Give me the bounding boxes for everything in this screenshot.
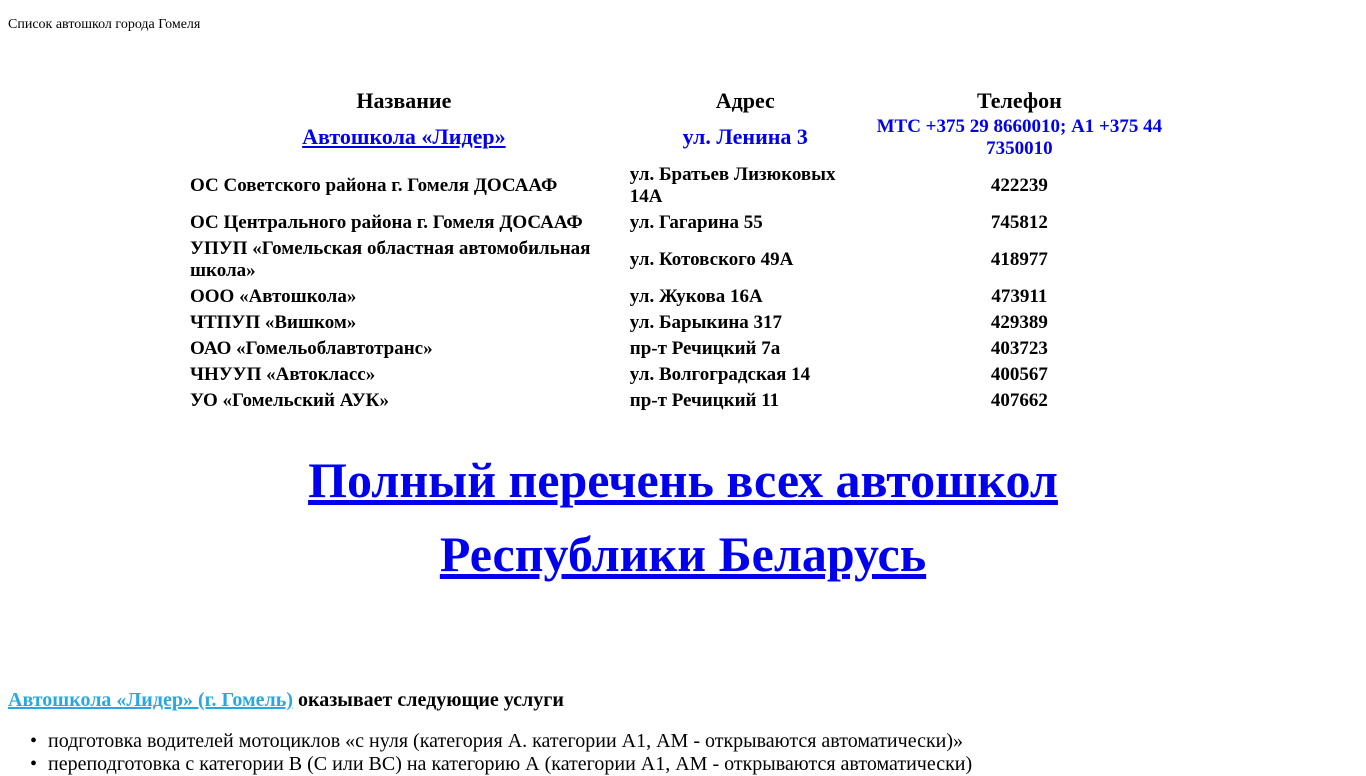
services-heading-text: оказывает следующие услуги bbox=[292, 689, 564, 711]
table-row bbox=[185, 285, 1171, 309]
driving-schools-table bbox=[183, 87, 1173, 415]
school-address: ул. Братьев Лизюковых 14А bbox=[629, 164, 836, 207]
column-header-address: Адрес bbox=[715, 88, 775, 113]
school-address: ул. Жукова 16А bbox=[629, 286, 763, 307]
featured-school-row bbox=[185, 115, 1171, 161]
list-item bbox=[30, 753, 973, 776]
school-phone: 418977 bbox=[990, 249, 1048, 270]
school-name: УПУП «Гомельская областная автомобильная школа» bbox=[190, 238, 591, 281]
services-heading bbox=[8, 688, 564, 712]
featured-school-phone-cell bbox=[868, 115, 1171, 161]
page-title: Список автошкол города Гомеля bbox=[8, 17, 201, 32]
featured-school-phone-line1: МТС +375 29 8660010; А1 +375 44 bbox=[876, 116, 1163, 137]
school-name: ОАО «Гомельоблавтотранс» bbox=[190, 338, 433, 359]
bullet-icon: • bbox=[30, 753, 38, 775]
table-row bbox=[185, 363, 1171, 387]
featured-school-address-cell bbox=[625, 115, 866, 161]
school-phone: 473911 bbox=[991, 286, 1048, 307]
bullet-icon: • bbox=[30, 730, 38, 752]
school-phone: 422239 bbox=[990, 175, 1048, 196]
table-row bbox=[185, 389, 1171, 413]
school-phone: 403723 bbox=[990, 338, 1048, 359]
school-name: ЧТПУП «Вишком» bbox=[190, 312, 357, 333]
school-address: ул. Котовского 49А bbox=[629, 249, 794, 270]
school-name: ОС Центрального района г. Гомеля ДОСААФ bbox=[190, 212, 583, 233]
school-name: ОС Советского района г. Гомеля ДОСААФ bbox=[190, 175, 558, 196]
table-row bbox=[185, 211, 1171, 235]
school-address: ул. Барыкина 317 bbox=[629, 312, 783, 333]
featured-school-address: ул. Ленина 3 bbox=[682, 124, 808, 149]
services-list bbox=[30, 730, 973, 776]
full-list-link-line2[interactable]: Республики Беларусь bbox=[439, 526, 927, 582]
school-name: ЧНУУП «Автокласс» bbox=[190, 364, 376, 385]
school-address: ул. Волгоградская 14 bbox=[629, 364, 811, 385]
table-row bbox=[185, 311, 1171, 335]
table-row bbox=[185, 337, 1171, 361]
school-phone: 400567 bbox=[990, 364, 1048, 385]
featured-school-phone bbox=[877, 116, 1163, 160]
full-list-link-line1[interactable]: Полный перечень всех автошкол bbox=[308, 452, 1058, 508]
service-text: переподготовка с категории В (С или ВС) на категорию А (категории А1, АМ - открываются автоматически) bbox=[48, 753, 973, 775]
column-header-phone: Телефон bbox=[976, 88, 1062, 113]
featured-school-phone-line2: 7350010 bbox=[986, 138, 1053, 159]
full-list-link-line1-container bbox=[0, 450, 1366, 510]
table-row bbox=[185, 237, 1171, 283]
services-school-link[interactable]: Автошкола «Лидер» (г. Гомель) bbox=[8, 689, 293, 711]
column-header-name: Название bbox=[356, 88, 452, 113]
full-list-link-line2-container bbox=[0, 524, 1366, 584]
school-address: пр-т Речицкий 11 bbox=[629, 390, 780, 411]
table-header-row bbox=[185, 89, 1171, 113]
featured-school-name-cell bbox=[185, 115, 623, 161]
school-address: пр-т Речицкий 7а bbox=[629, 338, 781, 359]
featured-school-link[interactable]: Автошкола «Лидер» bbox=[302, 124, 506, 149]
school-phone: 745812 bbox=[990, 212, 1048, 233]
school-address: ул. Гагарина 55 bbox=[629, 212, 763, 233]
school-name: ООО «Автошкола» bbox=[190, 286, 357, 307]
list-item bbox=[30, 730, 972, 753]
service-text: подготовка водителей мотоциклов «с нуля (категория А. категории А1, АМ - открываются автоматически)» bbox=[48, 730, 964, 752]
school-name: УО «Гомельский АУК» bbox=[190, 390, 389, 411]
school-phone: 429389 bbox=[990, 312, 1048, 333]
school-phone: 407662 bbox=[990, 390, 1048, 411]
table-row bbox=[185, 163, 1171, 209]
